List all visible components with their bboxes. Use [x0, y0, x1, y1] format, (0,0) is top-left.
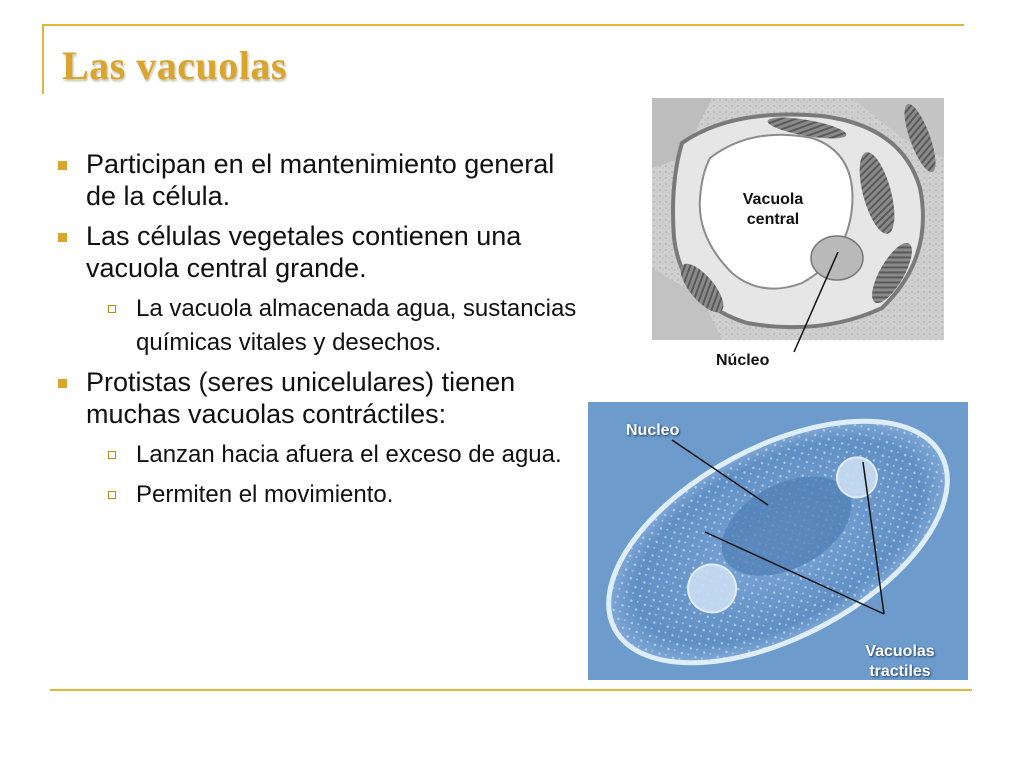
protist-micrograph — [588, 402, 968, 680]
left-rule — [42, 24, 44, 94]
bullet-text: Participan en el mantenimiento general de la célula. — [86, 149, 555, 211]
bullet-item — [58, 220, 578, 284]
hollow-square-bullet-icon — [108, 491, 116, 499]
hollow-square-bullet-icon — [108, 305, 116, 313]
square-bullet-icon — [58, 379, 67, 388]
sub-bullet-text: Permiten el movimiento. — [136, 481, 394, 508]
bullet-text: Las células vegetales contienen una vacuola central grande. — [86, 221, 522, 283]
bullet-item — [58, 148, 578, 212]
bullet-list — [58, 148, 578, 518]
sub-bullet-item — [104, 478, 578, 512]
hollow-square-bullet-icon — [108, 451, 116, 459]
square-bullet-icon — [58, 161, 67, 170]
label-vacuola-central: Vacuola central — [742, 191, 804, 228]
label-nucleo-protist: Nucleo — [626, 422, 680, 439]
label-nucleo-plant: Núcleo — [716, 352, 770, 369]
label-vacuolas-tractiles: Vacuolas tractiles — [865, 643, 935, 680]
bullet-item — [58, 366, 578, 430]
top-rule — [42, 24, 964, 26]
slide-title: Las vacuolas — [62, 43, 287, 88]
sub-bullet-item — [104, 438, 578, 472]
bottom-rule — [50, 689, 972, 691]
bullet-text: Protistas (seres unicelulares) tienen muchas vacuolas contráctiles: — [86, 367, 516, 429]
sub-bullet-text: La vacuola almacenada agua, sustancias químicas vitales y desechos. — [136, 295, 577, 356]
square-bullet-icon — [58, 233, 67, 242]
protist-image — [588, 402, 968, 680]
sub-bullet-text: Lanzan hacia afuera el exceso de agua. — [136, 441, 562, 468]
sub-bullet-item — [104, 292, 578, 360]
